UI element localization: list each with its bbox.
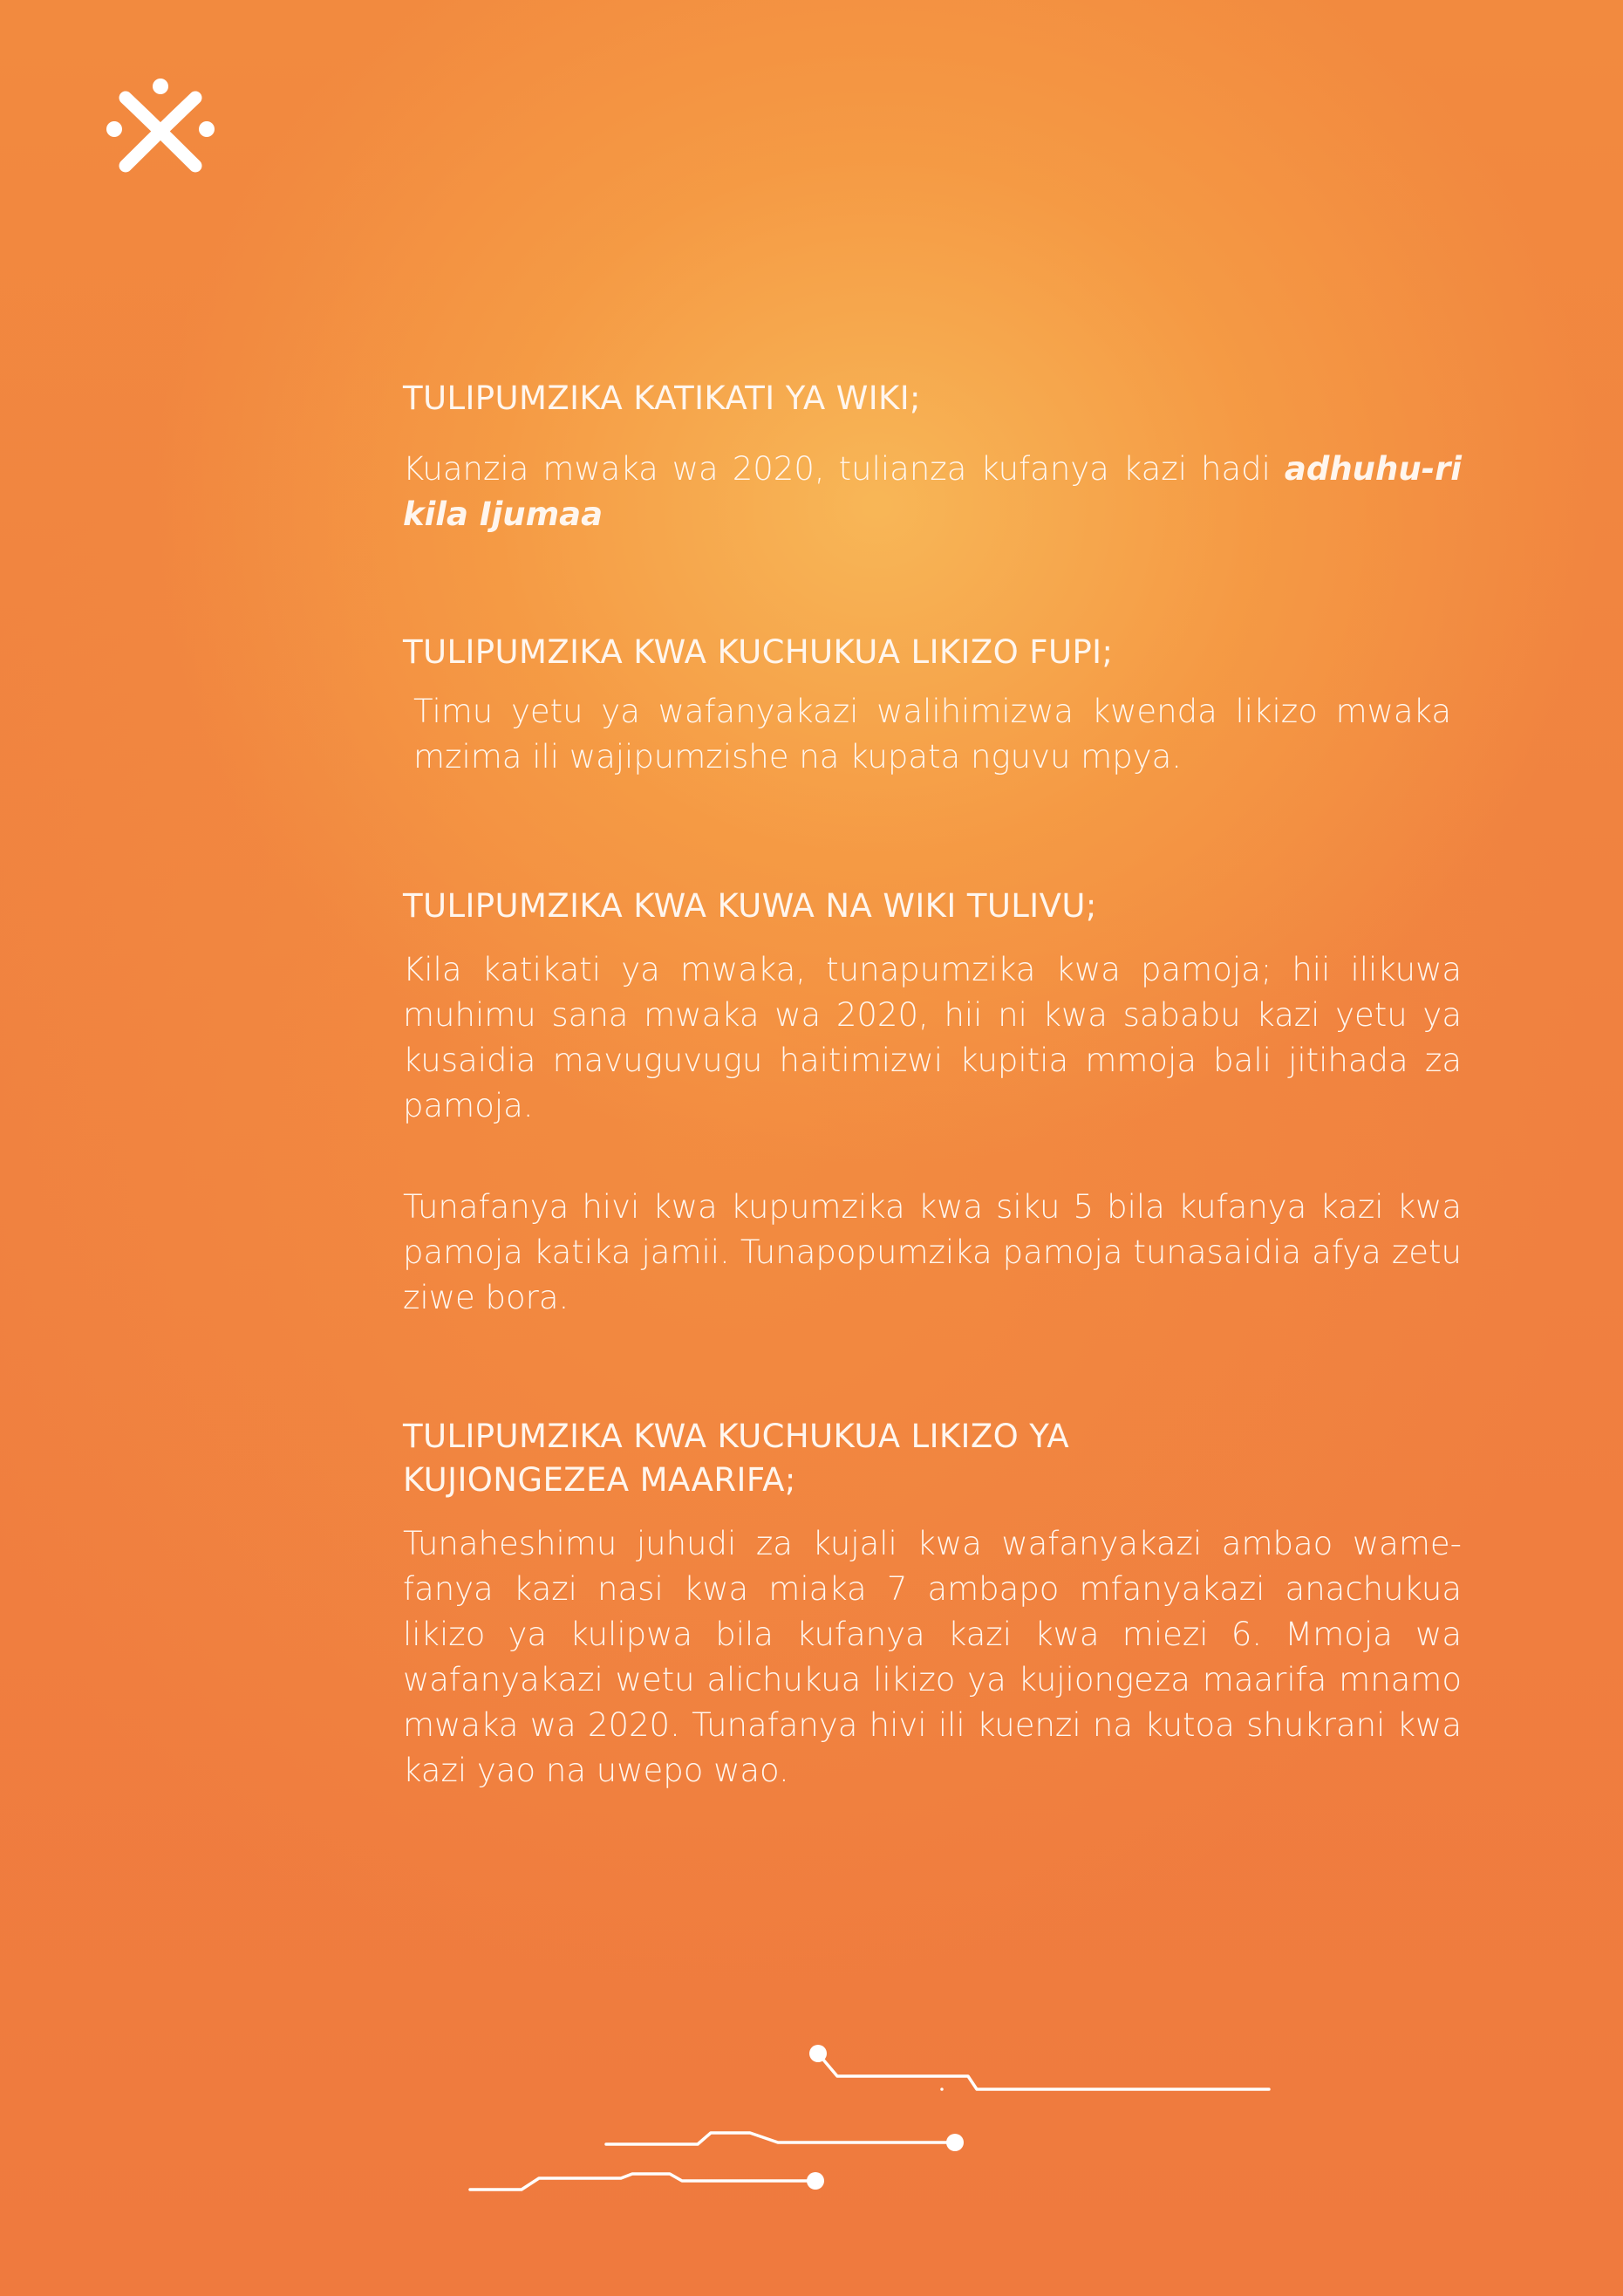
section-heading-quiet-week: TULIPUMZIKA KWA KUWA NA WIKI TULIVU; bbox=[403, 887, 1097, 925]
section-paragraph-short-leave: Timu yetu ya wafanyakazi walihimizwa kwenda likizo mwaka mzima ili wajipumzishe na kupata nguvu mpya. bbox=[413, 693, 1451, 776]
section-paragraph-midweek-rest bbox=[403, 447, 1462, 537]
section-heading-sabbatical: TULIPUMZIKA KWA KUCHUKUA LIKIZO YA KUJIONGEZEA MAARIFA; bbox=[403, 1418, 1070, 1499]
logo-icon bbox=[106, 79, 215, 176]
section-paragraph-quiet-week-2: Tunafanya hivi kwa kupumzika kwa siku 5 bila kufanya kazi kwa pamoja katika jamii. Tunapopumzika pamoja tunasaidia afya zetu ziwe bora. bbox=[403, 1188, 1462, 1316]
section-paragraph-sabbatical: Tunaheshimu juhudi za kujali kwa wafanyakazi ambao wame-fanya kazi nasi kwa miaka 7 ambapo mfanyakazi anachukua likizo ya kulipwa bila kufanya kazi kwa miezi 6. Mmoja wa wafanyakazi wetu alichukua likizo ya kujiongeza maarifa mnamo mwaka wa 2020. Tunafanya hivi ili kuenzi na kutoa shukrani kwa kazi yao na uwepo wao. bbox=[403, 1525, 1462, 1789]
paragraph-text: Kuanzia mwaka wa 2020, tulianza kufanya kazi hadi bbox=[403, 450, 1285, 488]
circuit-lines-decoration bbox=[453, 2024, 1308, 2216]
section-heading-midweek-rest: TULIPUMZIKA KATIKATI YA WIKI; bbox=[403, 379, 921, 417]
section-paragraph-quiet-week-1: Kila katikati ya mwaka, tunapumzika kwa pamoja; hii ilikuwa muhimu sana mwaka wa 2020, hii ni kwa sababu kazi yetu ya kusaidia mavuguvugu haitimizwi kupitia mmoja bali jitihada za pamoja. bbox=[403, 951, 1462, 1124]
paragraph-emphasis: adhuhu-ri kila Ijumaa bbox=[403, 450, 1462, 533]
section-heading-short-leave: TULIPUMZIKA KWA KUCHUKUA LIKIZO FUPI; bbox=[403, 633, 1114, 671]
